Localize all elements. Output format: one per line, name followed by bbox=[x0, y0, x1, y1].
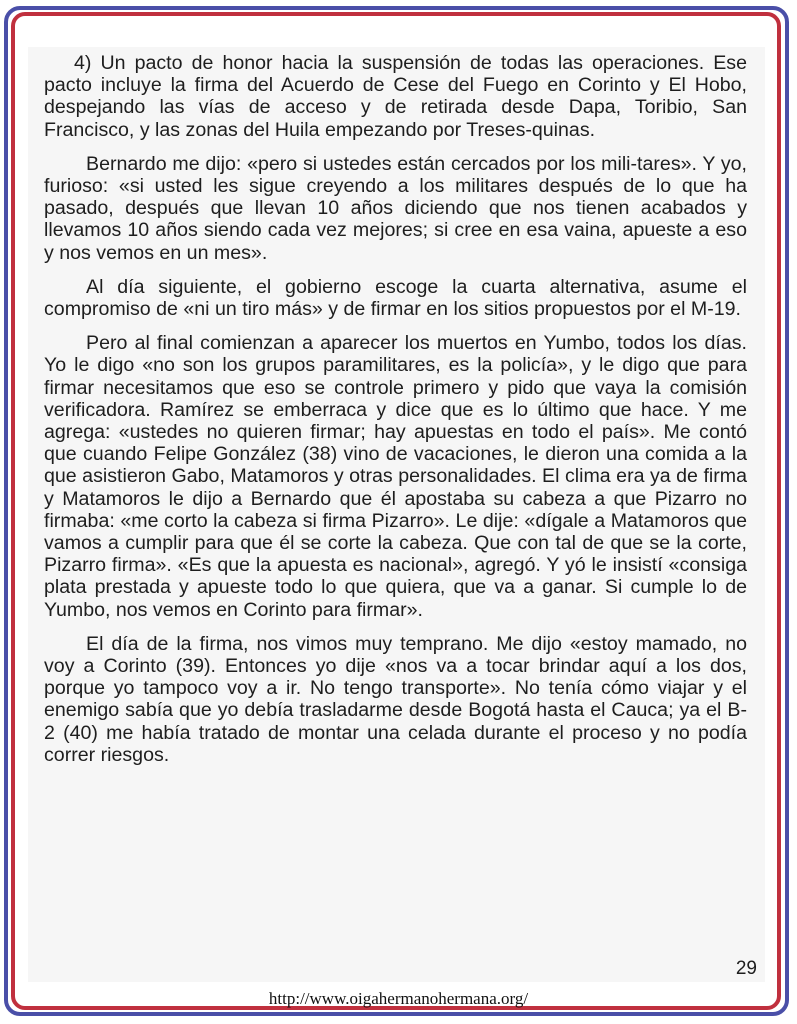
paragraph-signing-day: El día de la firma, nos vimos muy temprano. Me dijo «estoy mamado, no voy a Corinto (39). Entonces yo dije «nos va a tocar brindar aquí a los dos, porque yo tampoco voy a ir. No tengo transporte». No tenía cómo viajar y el enemigo sabía que yo debía trasladarme desde Bogotá hasta el Cauca; ya el B-2 (40) me había tratado de montar una celada durante el proceso y no podía correr riesgos. bbox=[44, 632, 747, 766]
footer-url-link[interactable]: http://www.oigahermanohermana.org/ bbox=[268, 989, 529, 1008]
page-body bbox=[44, 52, 747, 778]
paragraph-next-day: Al día siguiente, el gobierno escoge la cuarta alternativa, asume el compromiso de «ni un tiro más» y de firmar en los sitios propuestos por el M-19. bbox=[44, 275, 747, 321]
page-number: 29 bbox=[735, 958, 757, 979]
paragraph-bernardo: Bernardo me dijo: «pero si ustedes están cercados por los mili-tares». Y yo, furioso: «si usted les sigue creyendo a los militares después de lo que ha pasado, después que llevan 10 años diciendo que nos tienen acabados y llevamos 10 años siendo cada vez mejores; si cree en esa vaina, apueste a eso y nos vemos en un mes». bbox=[44, 152, 747, 264]
paragraph-yumbo: Pero al final comienzan a aparecer los muertos en Yumbo, todos los días. Yo le digo «no son los grupos paramilitares, es la policía», y le digo que para firmar necesitamos que eso se controle primero y pido que vaya la comisión verificadora. Ramírez se emberraca y dice que es lo último que hace. Y me agrega: «ustedes no quieren firmar; hay apuestas en todo el país». Me contó que cuando Felipe González (38) vino de vacaciones, le dieron una comida a la que asistieron Gabo, Matamoros y otras personalidades. El clima era ya de firma y Matamoros le dijo a Bernardo que él apostaba su cabeza a que Pizarro no firmaba: «me corto la cabeza si firma Pizarro». Le dije: «dígale a Matamoros que vamos a cumplir para que él se corte la cabeza. Que con tal de que se la corte, Pizarro firma». «Es que la apuesta es nacional», agregó. Y yó le insistí «consiga plata prestada y apueste todo lo que quiera, que va a ganar. Si cumple lo de Yumbo, nos vemos en Corinto para firmar». bbox=[44, 332, 747, 621]
paragraph-pact: 4) Un pacto de honor hacia la suspensión de todas las operaciones. Ese pacto incluye la firma del Acuerdo de Cese del Fuego en Corinto y El Hobo, despejando las vías de acceso y de retirada desde Dapa, Toribio, San Francisco, y las zonas del Huila empezando por Treses-quinas. bbox=[44, 52, 747, 141]
